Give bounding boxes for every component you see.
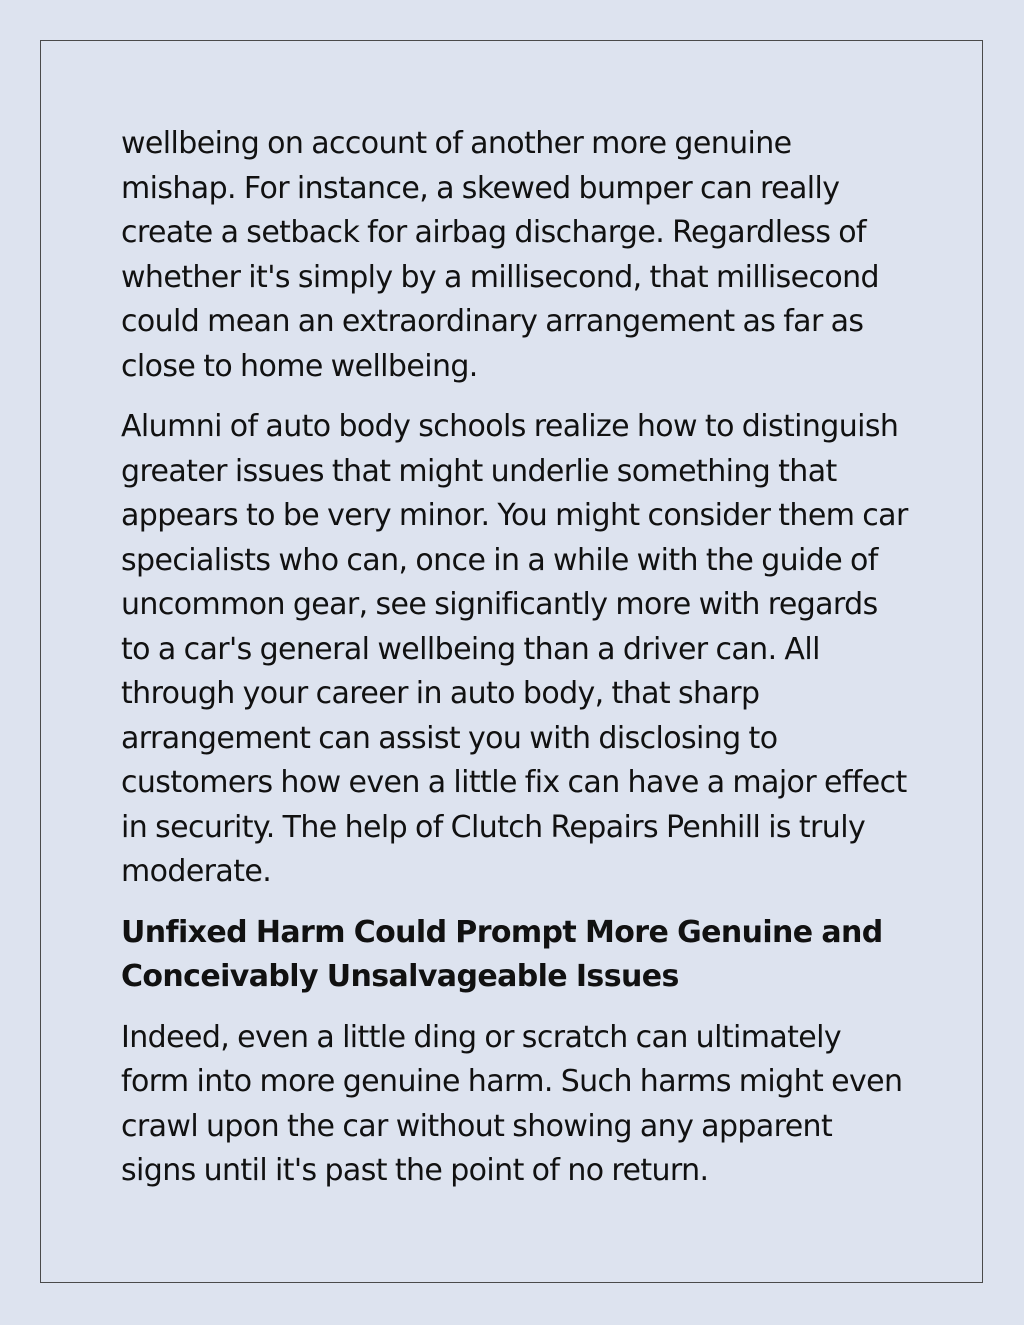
paragraph-auto-body-alumni: Alumni of auto body schools realize how to distinguish greater issues that might underlie something that appears to be very minor. You might consider them car specialists who can, once in a while with the guide of uncommon gear, see significantly more with regards to a car's general wellbeing than a driver can. All through your career in auto body, that sharp arrangement can assist you with disclosing to customers how even a little fix can have a major effect in security. The help of Clutch Repairs Penhill is truly moderate.: [121, 409, 908, 889]
paragraph-wellbeing-mishap: wellbeing on account of another more genuine mishap. For instance, a skewed bumper can really create a setback for airbag discharge. Regardless of whether it's simply by a millisecond, that millisecond could mean an extraordinary arrangement as far as close to home wellbeing.: [121, 126, 879, 384]
section-heading: Unfixed Harm Could Prompt More Genuine and Conceivably Unsalvageable Issues: [121, 914, 883, 994]
document-body: [121, 122, 911, 1210]
paragraph-ding-scratch: Indeed, even a little ding or scratch can ultimately form into more genuine harm. Such harms might even crawl upon the car without showing any apparent signs until it's past the point of no return.: [121, 1019, 903, 1188]
